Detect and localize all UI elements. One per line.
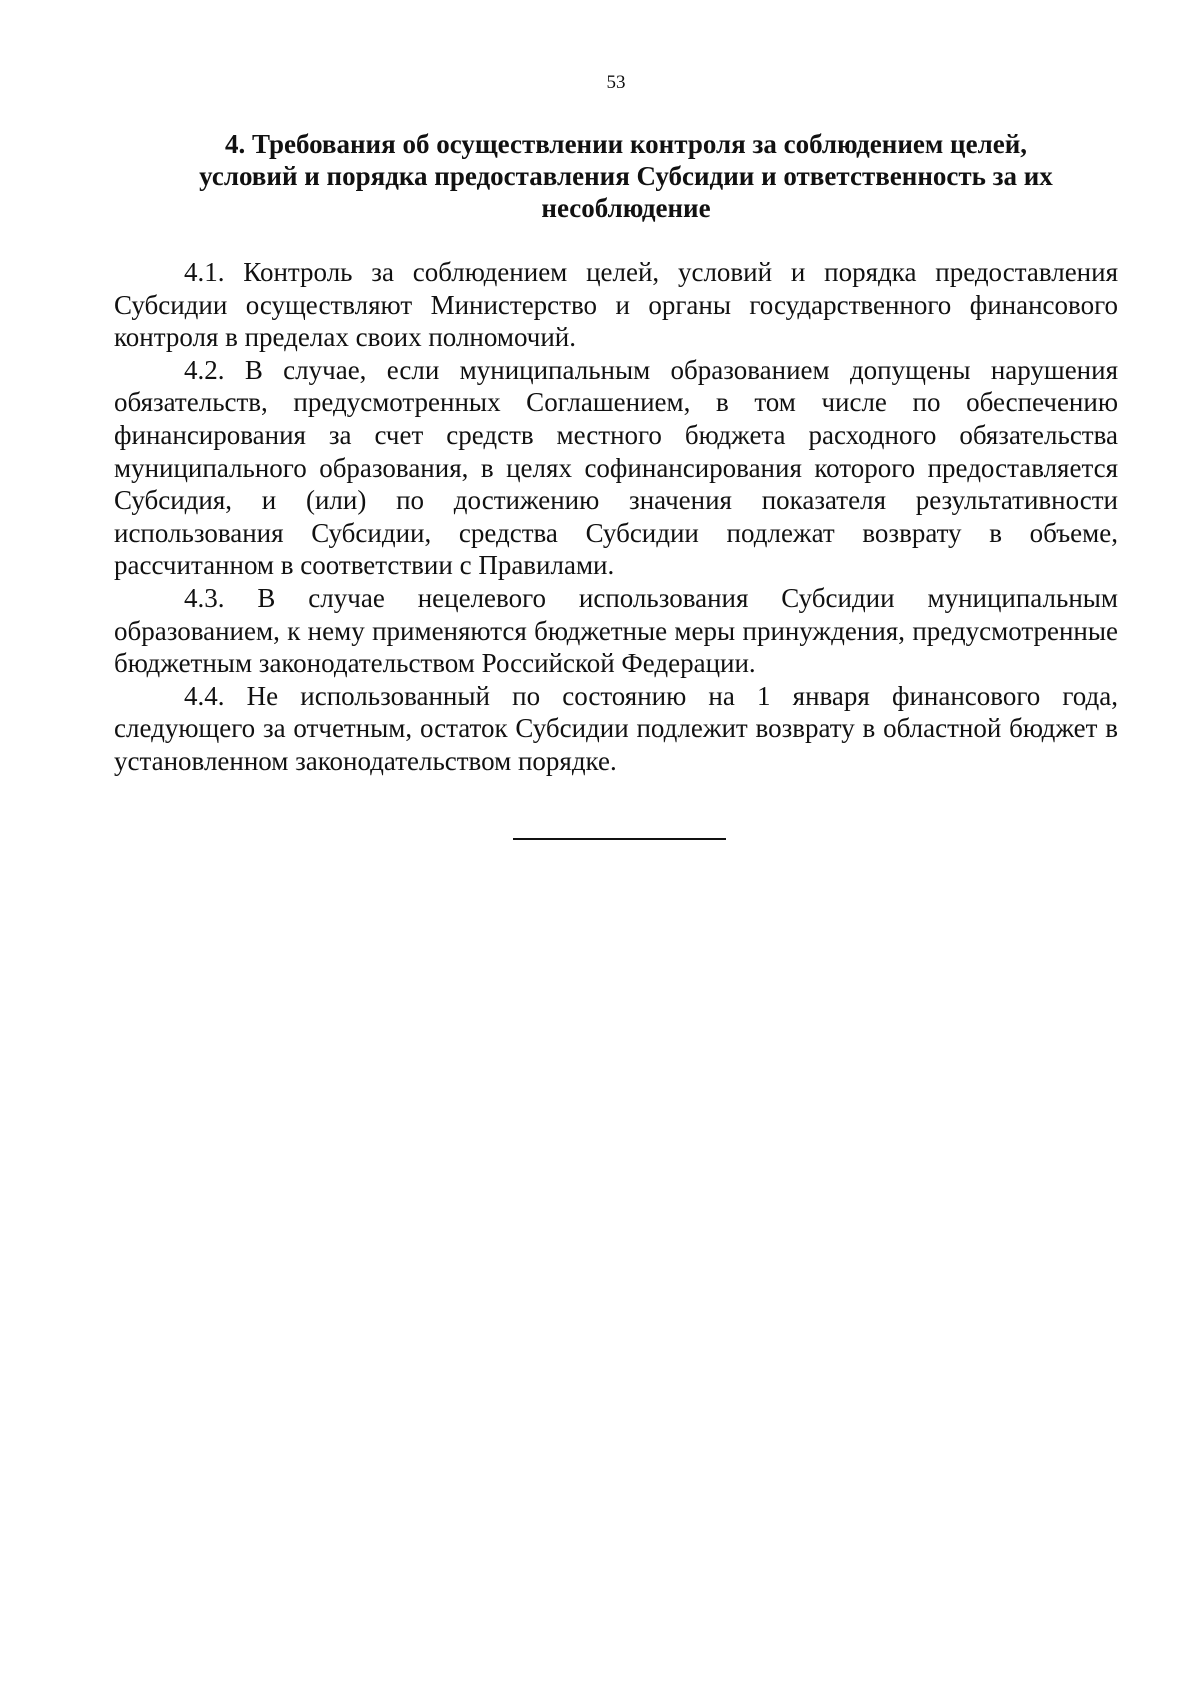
- section-title: [140, 128, 1112, 224]
- section-title-line: условий и порядка предоставления Субсидии и ответственность за их: [199, 161, 1053, 191]
- paragraph-4-3: 4.3. В случае нецелевого использования Субсидии муниципальным образованием, к нему применяются бюджетные меры принуждения, предусмотренные бюджетным законодательством Российской Федерации.: [114, 582, 1118, 679]
- page-number: 53: [606, 72, 626, 93]
- paragraph-4-1: 4.1. Контроль за соблюдением целей, условий и порядка предоставления Субсидии осуществляют Министерство и органы государственного финансового контроля в пределах своих полномочий.: [114, 257, 1118, 353]
- section-body: [114, 256, 1118, 778]
- paragraph-4-2: 4.2. В случае, если муниципальным образованием допущены нарушения обязательств, предусмотренных Соглашением, в том числе по обеспечению финансирования за счет средств местного бюджета расходного обязательства муниципального образования, в целях софинансирования которого предоставляется Субсидия, и (или) по достижению значения показателя результативности использования Субсидии, средства Субсидии подлежат возврату в объеме, рассчитанном в соответствии с Правилами.: [114, 354, 1118, 581]
- paragraph-4-4: 4.4. Не использованный по состоянию на 1 января финансового года, следующего за отчетным, остаток Субсидии подлежит возврату в областной бюджет в установленном законодательством порядке.: [114, 680, 1118, 776]
- section-title-line: 4. Требования об осуществлении контроля за соблюдением целей,: [224, 129, 1028, 159]
- end-of-document-rule: [513, 838, 726, 840]
- section-title-line: несоблюдение: [541, 193, 711, 223]
